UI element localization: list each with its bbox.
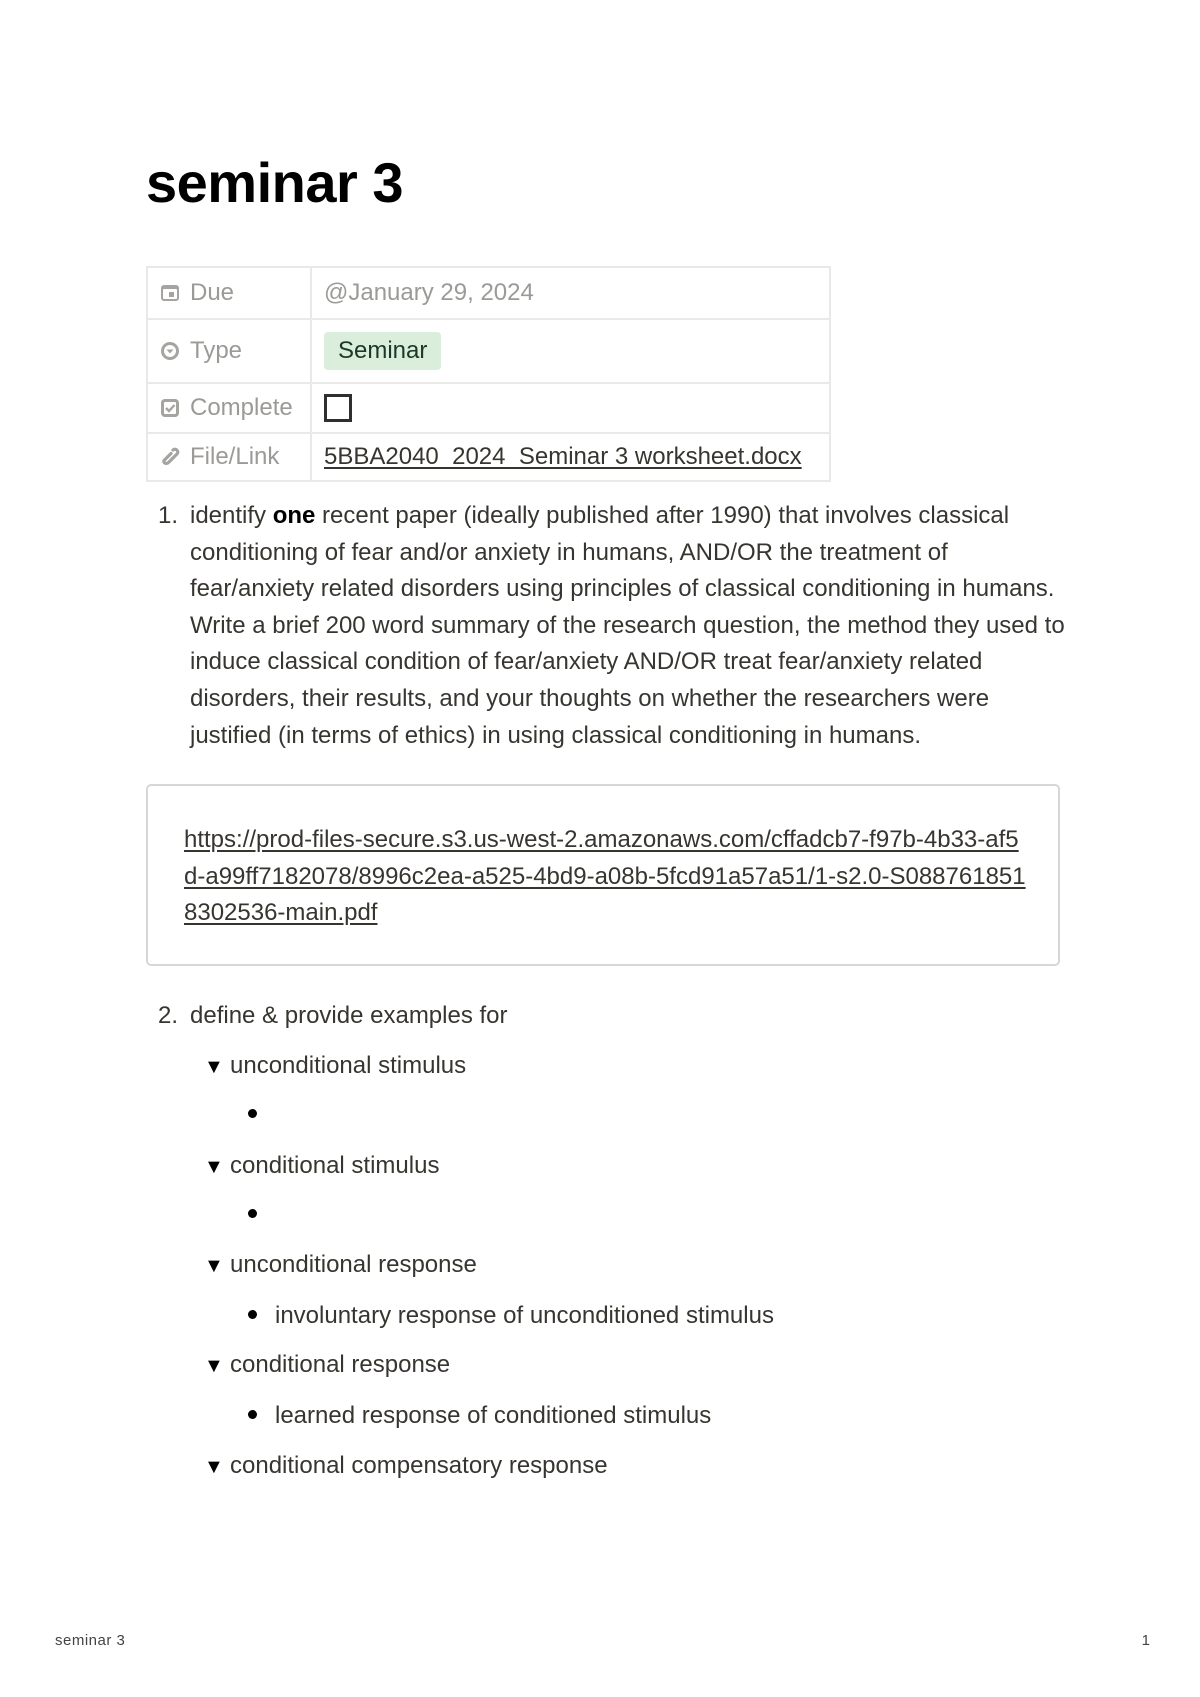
property-value-file[interactable] (311, 433, 830, 481)
question-1-bold: one (272, 502, 316, 529)
toggle-label: unconditional stimulus (230, 1052, 467, 1079)
property-value-type[interactable] (311, 319, 830, 383)
question-1 (146, 498, 1066, 754)
property-row-type (147, 319, 830, 383)
property-row-complete (147, 383, 830, 433)
select-icon (160, 341, 180, 361)
list-item (248, 1300, 774, 1332)
toggle-label: conditional stimulus (230, 1152, 440, 1179)
toggle-label: unconditional response (230, 1251, 477, 1278)
toggle-conditional-compensatory-response[interactable] (204, 1450, 608, 1483)
list-item-text: involuntary response of unconditioned stimulus (275, 1302, 774, 1329)
toggle-triangle-icon[interactable]: ▼ (204, 1056, 224, 1078)
toggle-triangle-icon[interactable]: ▼ (204, 1355, 224, 1377)
toggle-triangle-icon[interactable]: ▼ (204, 1255, 224, 1277)
complete-checkbox[interactable] (324, 394, 352, 422)
toggle-label: conditional compensatory response (230, 1452, 608, 1479)
complete-label: Complete (190, 394, 293, 421)
property-key-type (147, 319, 311, 383)
toggle-unconditional-response[interactable] (204, 1249, 477, 1282)
footer-title: seminar 3 (55, 1632, 126, 1649)
due-label: Due (190, 279, 235, 306)
link-callout (146, 784, 1060, 966)
footer-page-number: 1 (1141, 1632, 1150, 1649)
properties-table (146, 266, 831, 482)
file-link[interactable]: 5BBA2040_2024_Seminar 3 worksheet.docx (324, 443, 802, 470)
page-title: seminar 3 (146, 151, 403, 214)
toggle-label: conditional response (230, 1351, 451, 1378)
question-1-text-start: identify (190, 502, 273, 529)
property-row-due (147, 267, 830, 319)
calendar-icon (160, 283, 180, 303)
property-value-complete[interactable] (311, 383, 830, 433)
question-2-text: define & provide examples for (190, 1002, 508, 1029)
toggle-conditional-response[interactable] (204, 1349, 450, 1382)
question-1-text-rest: recent paper (ideally published after 1990) that involves classical conditioning of fear and/or anxiety in humans, AND/OR the treatment of fear/anxiety related disorders using principles of classical conditioning in humans. Write a brief 200 word summary of the research question, the method they used to induce classical condition of fear/anxiety AND/OR treat fear/anxiety related disorders, their results, and your thoughts on whether the researchers were justified (in terms of ethics) in using classical conditioning in humans. (190, 502, 1065, 749)
file-label: File/Link (190, 443, 280, 470)
list-item-text: learned response of conditioned stimulus (275, 1402, 712, 1429)
property-key-due (147, 267, 311, 319)
toggle-triangle-icon[interactable]: ▼ (204, 1456, 224, 1478)
checkbox-icon (160, 398, 180, 418)
question-1-number: 1. (158, 502, 179, 529)
type-tag[interactable]: Seminar (324, 332, 441, 370)
toggle-triangle-icon[interactable]: ▼ (204, 1156, 224, 1178)
bullet-icon (248, 1109, 257, 1118)
bullet-icon (248, 1209, 257, 1218)
paperclip-icon (160, 447, 180, 467)
property-key-file (147, 433, 311, 481)
toggle-unconditional-stimulus[interactable] (204, 1050, 466, 1083)
list-item (248, 1400, 711, 1432)
bullet-icon (248, 1310, 257, 1319)
question-2-number: 2. (158, 1002, 179, 1029)
property-value-due[interactable] (311, 267, 830, 319)
property-key-complete (147, 383, 311, 433)
list-item (248, 1099, 275, 1131)
bullet-icon (248, 1410, 257, 1419)
question-1-text (190, 498, 1066, 754)
list-item (248, 1199, 275, 1231)
toggle-conditional-stimulus[interactable] (204, 1150, 439, 1183)
type-label: Type (190, 337, 243, 364)
due-date[interactable]: @January 29, 2024 (324, 279, 534, 306)
paper-pdf-link[interactable]: https://prod-files-secure.s3.us-west-2.amazonaws.com/cffadcb7-f97b-4b33-af5d-a99ff7182078/8996c2ea-a525-4bd9-a08b-5fcd91a57a51/1-s2.0-S0887618518302536-main.pdf (184, 826, 1026, 927)
property-row-file (147, 433, 830, 481)
